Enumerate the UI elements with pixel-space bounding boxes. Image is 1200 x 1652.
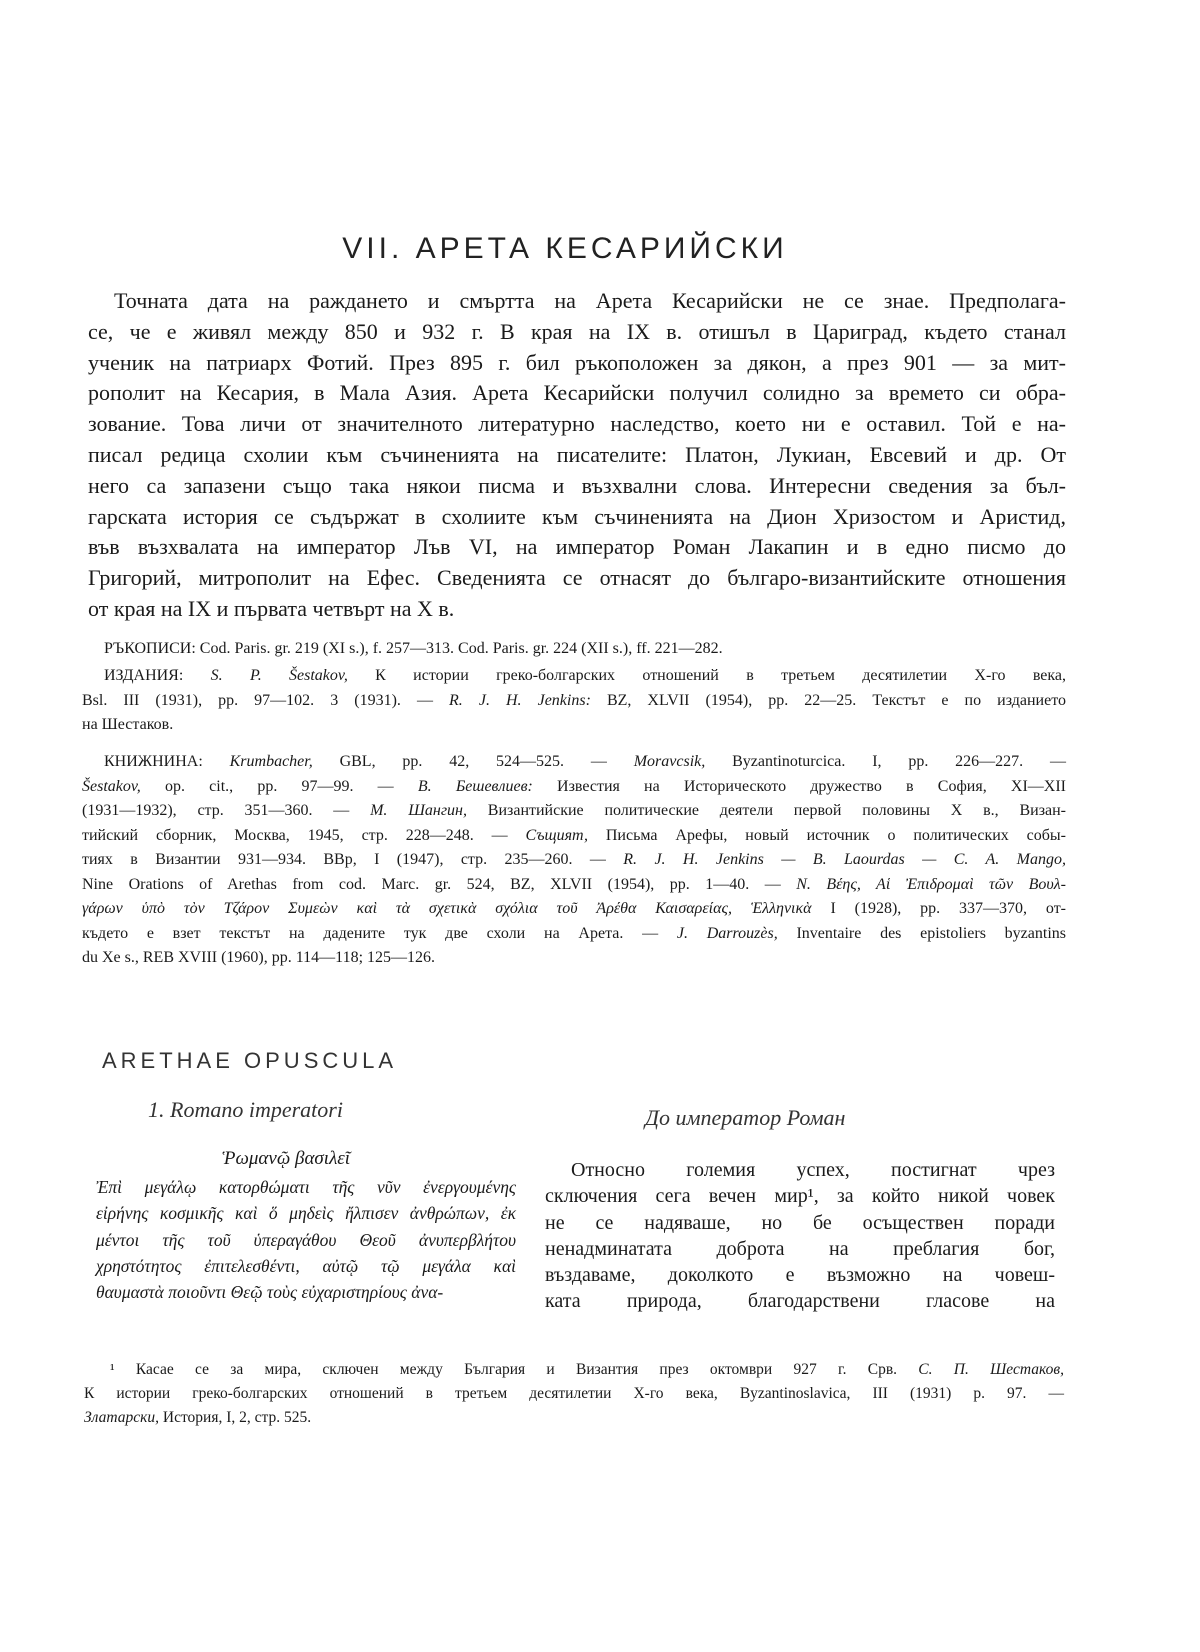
literature-line [82,873,1066,898]
translation-line: въздаваме, доколкото е възможно на човеш- [545,1264,1055,1287]
intro-line: рополит на Кесария, в Мала Азия. Арета Кесарийски получил солидно за времето си обра- [88,380,1066,406]
text-segment: тиях в Византии 931—934. BBp, I (1947), стр. 235—260. — [82,851,624,868]
bulgarian-heading: До император Роман [645,1105,846,1130]
literature-line [82,922,1066,947]
text-segment: (1931—1932), стр. 351—360. — [82,802,371,819]
footnote-line [84,1382,1064,1406]
greek-line: μέντοι τῆς τοῦ ὑπεραγάθου Θεοῦ ἀνυπερβλήτου [96,1229,516,1250]
greek-line: θαυμαστὰ ποιοῦντι Θεῷ τοὺς εὐχαριστηρίους ἀνα- [96,1282,444,1303]
editions-section [82,664,1066,738]
opuscula-title: ARETHAE OPUSCULA [102,1048,398,1073]
text-segment: РЪКОПИСИ: Cod. Paris. gr. 219 (XI s.), f. 257—313. Cod. Paris. gr. 224 (XII s.), ff. 221—282. [104,640,723,657]
text-segment: Nine Orations of Arethas from cod. Marc. gr. 524, BZ, XLVII (1954), pp. 1—40. — [82,875,797,893]
greek-subheading: Ῥωμανῷ βασιλεῖ [222,1148,351,1169]
text-segment: където е взет текстът на дадените тук две схоли на Арета. — [82,924,677,942]
intro-line: него са запазени също така някои писма и възхвални слова. Интересни сведения за бъл- [88,472,1066,498]
latin-heading: 1. Romano imperatori [148,1097,343,1122]
italic-reference: N. Βέης, Αἱ Ἐπιδρομαὶ τῶν Βουλ- [796,875,1067,893]
text-segment: тийский сборник, Москва, 1945, стр. 228—248. — [82,826,526,844]
literature-line [82,848,1066,873]
text-segment: на Шестаков. [82,716,174,733]
italic-reference: R. J. H. Jenkins — B. Laourdas — C. A. Mango, [623,851,1067,868]
editions-line [82,664,1066,689]
intro-paragraph [88,286,1066,625]
translation-line: ненадминатата доброта на преблагия бог, [545,1237,1055,1260]
text-segment: История, I, 2, стр. 525. [159,1409,312,1426]
intro-line: Точната дата на раждането и смъртта на Арета Кесарийски не се знае. Предполага- [114,288,1066,313]
italic-reference: Krumbacher, [229,753,313,770]
footnote-line [84,1358,1064,1382]
greek-line: Ἐπὶ μεγάλῳ κατορθώματι τῆς νῦν ἐνεργουμένης [96,1177,516,1197]
text-segment: К истории греко-болгарских отношений в третьем десятилетии X-го века, [347,667,1067,684]
text-segment: Византийские политические деятели первой половины X в., Визан- [467,802,1066,819]
text-segment: du Xe s., REB XVIII (1960), pp. 114—118; 125—126. [82,949,436,966]
italic-reference: Moravcsik, [633,753,706,770]
translation-line: сключения сега вечен мир¹, за който никой човек [545,1185,1055,1208]
translation-text [545,1157,1055,1315]
literature-line [82,946,1066,971]
italic-reference: Šestakov, [82,777,141,795]
italic-reference: γάρων ὑπὸ τὸν Τζάρον Συμεὼν καὶ τὰ σχετικὰ σχόλια τοῦ Ἀρέθα Καισαρείας, Ἑλληνικὰ [82,900,812,917]
literature-line [82,824,1066,849]
intro-line: ученик на патриарх Фотий. През 895 г. бил ръкоположен за дякон, а през 901 — за мит- [88,349,1066,375]
italic-reference: В. Бешевлиев: [417,777,533,795]
text-segment: Inventaire des epistoliers byzantins [777,924,1067,942]
italic-reference: Същият, [525,826,588,844]
intro-line: писал редица схолии към съчиненията на писателите: Платон, Лукиан, Евсевий и др. От [88,441,1066,467]
text-segment: Bsl. III (1931), pp. 97—102. 3 (1931). — [82,691,450,709]
intro-line: от края на IX и първата четвърт на X в. [88,595,455,621]
chapter-title: VII. АРЕТА КЕСАРИЙСКИ [342,232,788,265]
text-segment: BZ, XLVII (1954), pp. 22—25. Текстът е по изданието [590,691,1066,709]
translation-line: не се надяваше, но бе осъществен поради [545,1211,1055,1234]
literature-line [82,897,1066,922]
italic-reference: С. П. Шестаков, [918,1361,1064,1378]
intro-line: се, че е живял между 850 и 932 г. В края на IX в. отишъл в Цариград, където станал [88,318,1066,344]
translation-line: Относно големия успех, постигнат чрез [571,1159,1055,1181]
text-segment: ¹ Касае се за мира, сключен между България и Византия през октомври 927 г. Срв. [110,1361,919,1378]
editions-line [82,713,1066,738]
intro-line: във възхвалата на император Лъв VI, на император Роман Лакапин и в едно писмо до [88,534,1066,560]
italic-reference: Златарски, [84,1409,160,1426]
translation-line: ката природа, благодарствени гласове на [545,1290,1055,1313]
greek-line: εἰρήνης κοσμικῆς καὶ ὅ μηδεὶς ἤλπισεν ἀνθρώπων, ἐκ [96,1203,516,1224]
text-segment: Byzantinoturcica. I, pp. 226—227. — [705,753,1067,770]
text-segment: КНИЖНИНА: [104,753,230,770]
manuscripts-line [82,637,1066,662]
literature-line [82,750,1066,775]
italic-reference: S. P. Šestakov, [210,667,348,684]
intro-line: зование. Това личи от значителното литературно наследство, което ни е оставил. Той е на- [88,411,1066,437]
text-segment: К истории греко-болгарских отношений в третьем десятилетии X-го века, Byzantinoslavica, III (1931) p. 97. — [84,1385,1064,1402]
literature-section [82,750,1066,971]
literature-line [82,775,1066,800]
intro-line: гарската история се съдържат в схолиите към съчиненията на Дион Хризостом и Аристид, [88,503,1066,529]
text-segment: GBL, pp. 42, 524—525. — [312,753,634,770]
literature-line [82,799,1066,824]
text-segment: op. cit., pp. 97—99. — [140,777,418,795]
intro-line: Григорий, митрополит на Ефес. Сведенията се отнасят до българо-византийските отношения [88,565,1066,591]
manuscripts-section [82,637,1066,662]
footnote [84,1358,1064,1430]
italic-reference: J. Darrouzès, [676,924,778,942]
editions-line [82,689,1066,714]
italic-reference: R. J. H. Jenkins: [449,691,591,709]
greek-text [96,1174,516,1305]
greek-line: χρηστότητος ἐπιτελεσθέντι, αὐτῷ τῷ μεγάλα καὶ [96,1255,516,1276]
italic-reference: М. Шангин, [370,802,467,819]
footnote-line [84,1406,1064,1430]
text-segment: Известия на Историческото дружество в София, XI—XII [532,777,1067,795]
text-segment: I (1928), pp. 337—370, от- [811,900,1067,917]
text-segment: ИЗДАНИЯ: [104,667,211,684]
text-segment: Письма Арефы, новый источник о политических собы- [587,826,1066,844]
